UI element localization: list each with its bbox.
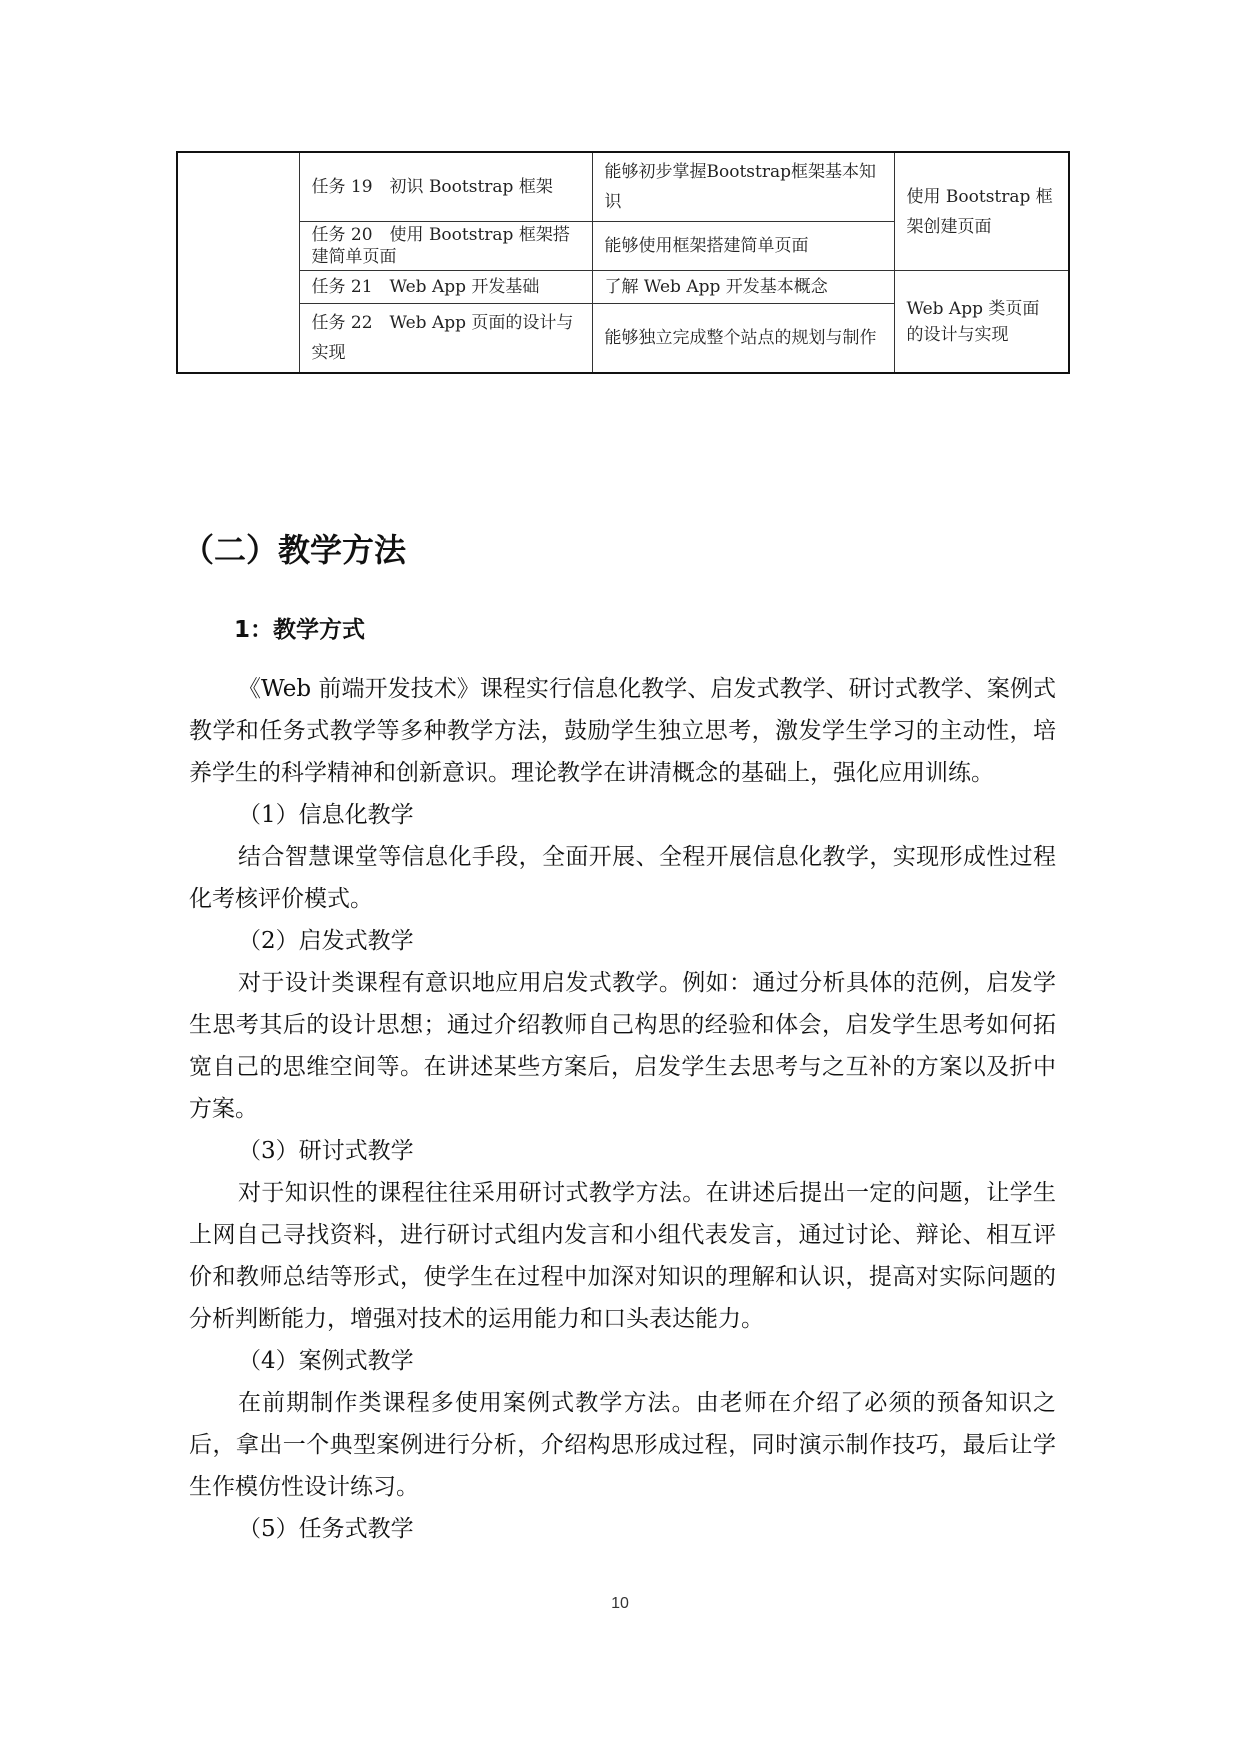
method-paragraph: 在前期制作类课程多使用案例式教学方法。由老师在介绍了必须的预备知识之后，拿出一个典型案例进行分析，介绍构思形成过程，同时演示制作技巧，最后让学生作模仿性设计练习。 bbox=[189, 1390, 1056, 1500]
course-task-table bbox=[176, 151, 1070, 374]
table-cell-content: Web App 类页面的设计与实现 bbox=[894, 271, 1069, 374]
method-title: （1）信息化教学 bbox=[238, 802, 414, 828]
table-cell-goal: 能够初步掌握Bootstrap框架基本知识 bbox=[592, 152, 894, 222]
method-paragraph: 结合智慧课堂等信息化手段，全面开展、全程开展信息化教学，实现形成性过程化考核评价模式。 bbox=[189, 844, 1056, 912]
table-cell-goal: 能够使用框架搭建简单页面 bbox=[592, 222, 894, 271]
table-cell-task: 任务 22 Web App 页面的设计与实现 bbox=[299, 304, 592, 374]
table-row bbox=[177, 152, 1069, 222]
page-number: 10 bbox=[611, 1595, 629, 1612]
method-paragraph: 对于设计类课程有意识地应用启发式教学。例如：通过分析具体的范例，启发学生思考其后的设计思想；通过介绍教师自己构思的经验和体会，启发学生思考如何拓宽自己的思维空间等。在讲述某些方案后，启发学生去思考与之互补的方案以及折中方案。 bbox=[189, 970, 1056, 1122]
table-cell-task: 任务 21 Web App 开发基础 bbox=[299, 271, 592, 304]
table-cell-task: 任务 20 使用 Bootstrap 框架搭建简单页面 bbox=[299, 222, 592, 271]
method-paragraph: 对于知识性的课程往往采用研讨式教学方法。在讲述后提出一定的问题，让学生上网自己寻找资料，进行研讨式组内发言和小组代表发言，通过讨论、辩论、相互评价和教师总结等形式，使学生在过程中加深对知识的理解和认识，提高对实际问题的分析判断能力，增强对技术的运用能力和口头表达能力。 bbox=[189, 1180, 1056, 1332]
table-cell-goal: 能够独立完成整个站点的规划与制作 bbox=[592, 304, 894, 374]
section-title: （二）教学方法 bbox=[182, 531, 407, 569]
method-title: （5）任务式教学 bbox=[238, 1516, 414, 1542]
body-text bbox=[189, 668, 1056, 1550]
table-cell-task: 任务 19 初识 Bootstrap 框架 bbox=[299, 152, 592, 222]
table-cell-module bbox=[177, 152, 299, 373]
method-title: （4）案例式教学 bbox=[238, 1348, 414, 1374]
table-cell-goal: 了解 Web App 开发基本概念 bbox=[592, 271, 894, 304]
section-subtitle: 1：教学方式 bbox=[234, 617, 366, 643]
method-title: （2）启发式教学 bbox=[238, 928, 414, 954]
table-cell-content: 使用 Bootstrap 框架创建页面 bbox=[894, 152, 1069, 271]
method-title: （3）研讨式教学 bbox=[238, 1138, 414, 1164]
table-row bbox=[177, 271, 1069, 304]
intro-paragraph: 《Web 前端开发技术》课程实行信息化教学、启发式教学、研讨式教学、案例式教学和任务式教学等多种教学方法，鼓励学生独立思考，激发学生学习的主动性，培养学生的科学精神和创新意识。理论教学在讲清概念的基础上，强化应用训练。 bbox=[189, 676, 1056, 786]
